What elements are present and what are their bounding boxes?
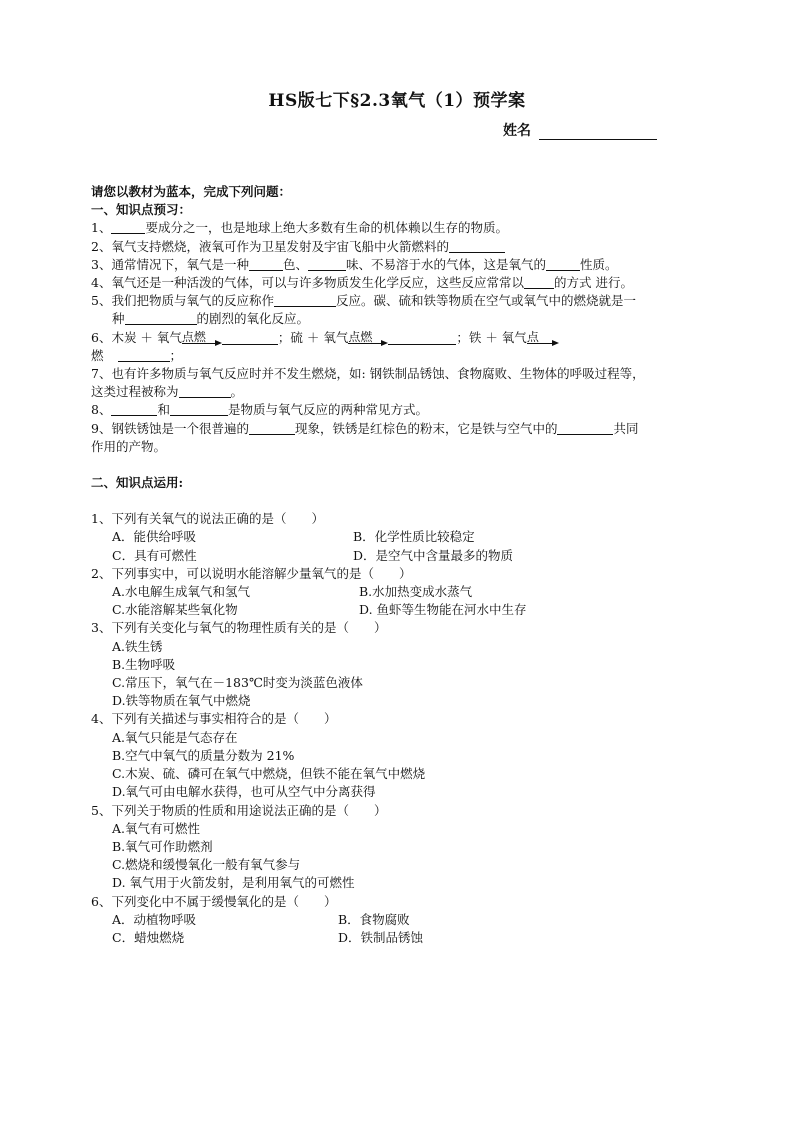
- mc-q2-option-b[interactable]: B.水加热变成水蒸气: [359, 584, 473, 600]
- mc-q2-option-c[interactable]: C.水能溶解某些氧化物: [112, 602, 238, 618]
- mc-q1-option-c[interactable]: C．具有可燃性: [112, 547, 197, 563]
- mc-q4-stem: 4、下列有关描述与事实相符合的是（ ）: [91, 711, 337, 727]
- q8-blank-1[interactable]: [111, 402, 157, 416]
- name-field: [503, 120, 657, 140]
- reaction-arrow-1: 点燃: [182, 331, 222, 345]
- page-title: HS版七下§2.3氧气（1）预学案: [268, 91, 526, 111]
- mc-q4-option-a[interactable]: A.氧气只能是气态存在: [112, 729, 238, 745]
- q7-line-1: 7、也有许多物质与氧气反应时并不发生燃烧，如: 钢铁制品锈蚀、食物腐败、生物体的呼吸过程等，: [91, 366, 645, 382]
- mc-q3-option-b[interactable]: B.生物呼吸: [112, 656, 176, 672]
- worksheet-content: [91, 183, 711, 947]
- reaction-arrow-3: 点: [527, 331, 559, 345]
- mc-q6-option-c[interactable]: C．蜡烛燃烧: [112, 929, 185, 945]
- q4-line: 4、氧气还是一种活泼的气体，可以与许多物质发生化学反应，这些反应常常以 的方式 进行。: [91, 275, 633, 291]
- section1-heading: 一、知识点预习：: [91, 202, 192, 218]
- mc-q1-row-2: [91, 547, 711, 565]
- q3-blank-3[interactable]: [546, 257, 580, 271]
- mc-q2-row-1: [91, 583, 711, 601]
- q3-line: 3、通常情况下，氧气是一种 色、 味、不易溶于水的气体，这是氧气的 性质。: [91, 256, 618, 272]
- mc-q5-option-a[interactable]: A.氧气有可燃性: [112, 820, 201, 836]
- mc-q6-option-a[interactable]: A．动植物呼吸: [112, 911, 197, 927]
- q4-blank[interactable]: [524, 275, 554, 289]
- q2-blank[interactable]: [449, 239, 505, 253]
- mc-q4-option-c[interactable]: C.木炭、硫、磷可在氧气中燃烧，但铁不能在氧气中燃烧: [112, 766, 426, 782]
- q9-line-2: 作用的产物。: [91, 438, 167, 454]
- reaction-arrow-2: 点燃: [348, 331, 388, 345]
- q5-blank-1[interactable]: [274, 293, 336, 307]
- q6-line-1: 6、 木炭 ＋ 氧气 点燃 ；硫 ＋ 氧气 点燃 ；铁 ＋ 氧气 点: [91, 329, 559, 347]
- mc-q1-option-a[interactable]: A．能供给呼吸: [112, 529, 197, 545]
- mc-q6-option-b[interactable]: B．食物腐败: [338, 911, 410, 927]
- q6-blank-1[interactable]: [222, 331, 278, 345]
- mc-q5-option-d[interactable]: D. 氧气用于火箭发射，是利用氧气的可燃性: [112, 875, 355, 891]
- mc-q3-option-d[interactable]: D.铁等物质在氧气中燃烧: [112, 693, 251, 709]
- q3-blank-2[interactable]: [308, 257, 346, 271]
- mc-q2-option-d[interactable]: D. 鱼虾等生物能在河水中生存: [359, 602, 527, 618]
- q9-blank-1[interactable]: [249, 421, 295, 435]
- mc-q2-option-a[interactable]: A.水电解生成氧气和氢气: [112, 584, 251, 600]
- mc-q5-stem: 5、下列关于物质的性质和用途说法正确的是（ ）: [91, 802, 387, 818]
- mc-q6-stem: 6、下列变化中不属于缓慢氧化的是（ ）: [91, 893, 337, 909]
- q7-line-2: 这类过程被称为 。: [91, 384, 244, 400]
- q7-blank[interactable]: [179, 384, 231, 398]
- mc-q1-stem: 1、下列有关氧气的说法正确的是（ ）: [91, 511, 324, 527]
- q5-line-1: 5、我们把物质与氧气的反应称作 反应。碳、硫和铁等物质在空气或氧气中的燃烧就是一: [91, 293, 636, 309]
- mc-q1-row-1: [91, 528, 711, 546]
- q2-line: 2、氧气支持燃烧，液氧可作为卫星发射及宇宙飞船中火箭燃料的: [91, 238, 711, 256]
- section2-heading: 二、知识点运用:: [91, 475, 184, 491]
- name-label: 姓名: [503, 123, 531, 139]
- mc-q3-option-c[interactable]: C.常压下，氧气在－183℃时变为淡蓝色液体: [112, 675, 363, 691]
- q5-blank-2[interactable]: [125, 311, 197, 325]
- mc-q5-option-c[interactable]: C.燃烧和缓慢氧化一般有氧气参与: [112, 857, 301, 873]
- q5-line-2: 种 的剧烈的氧化反应。: [112, 311, 310, 327]
- q1-line: 1、 要成分之一，也是地球上绝大多数有生命的机体赖以生存的物质。: [91, 220, 508, 236]
- q1-blank[interactable]: [111, 220, 145, 234]
- mc-q3-stem: 3、下列有关变化与氧气的物理性质有关的是（ ）: [91, 620, 387, 636]
- q6-blank-3[interactable]: [118, 348, 170, 362]
- q8-line: 8、 和 是物质与氧气反应的两种常见方式。: [91, 402, 428, 418]
- mc-q6-option-d[interactable]: D．铁制品锈蚀: [338, 929, 424, 945]
- mc-q6-row-1: [91, 911, 711, 929]
- q9-blank-2[interactable]: [557, 421, 613, 435]
- mc-q2-row-2: [91, 601, 711, 619]
- mc-q1-option-b[interactable]: B．化学性质比较稳定: [353, 529, 475, 545]
- name-blank[interactable]: [539, 125, 657, 140]
- mc-q4-option-b[interactable]: B.空气中氧气的质量分数为 21%: [112, 747, 295, 763]
- mc-q1-option-d[interactable]: D．是空气中含量最多的物质: [353, 547, 514, 563]
- intro-text: 请您以教材为蓝本，完成下列问题：: [91, 184, 292, 199]
- q9-line-1: 9、钢铁锈蚀是一个很普遍的 现象，铁锈是红棕色的粉末，它是铁与空气中的 共同: [91, 420, 639, 436]
- mc-q2-stem: 2、下列事实中，可以说明水能溶解少量氧气的是（ ）: [91, 565, 412, 581]
- q3-blank-1[interactable]: [249, 257, 283, 271]
- mc-q5-option-b[interactable]: B.氧气可作助燃剂: [112, 838, 213, 854]
- q6-blank-2[interactable]: [388, 331, 456, 345]
- mc-q3-option-a[interactable]: A.铁生锈: [112, 638, 163, 654]
- q6-line-2: 燃 ；: [91, 347, 183, 363]
- q8-blank-2[interactable]: [170, 402, 228, 416]
- mc-q6-row-2: [91, 929, 711, 947]
- mc-q4-option-d[interactable]: D.氧气可由电解水获得，也可从空气中分离获得: [112, 784, 376, 800]
